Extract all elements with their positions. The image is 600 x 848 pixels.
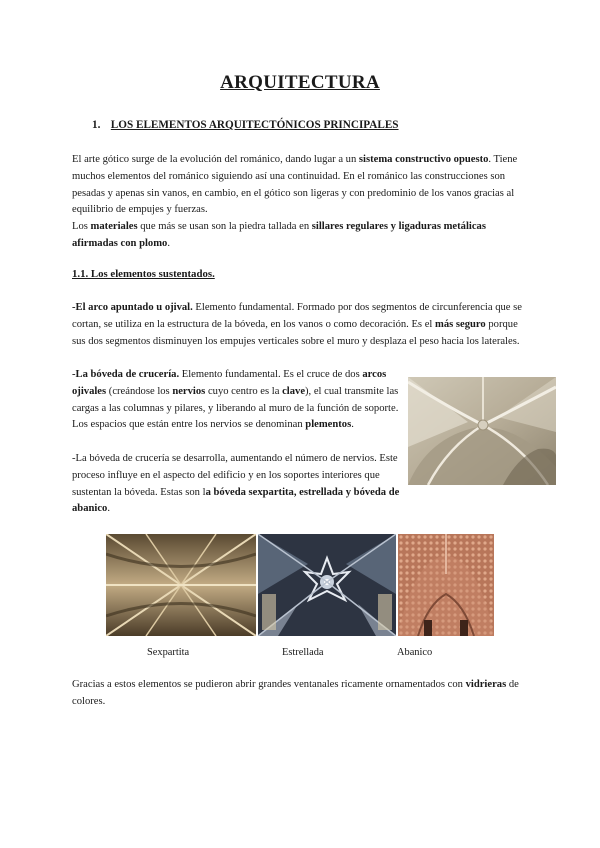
page-title: ARQUITECTURA <box>220 72 380 93</box>
sexpartita-vault-photo <box>106 534 256 636</box>
arco-text-1: Elemento fundamental. Formado por dos segmentos de circunferencia que se cortan, se utiliza en la estructura de la bóveda, en los vanos o como decoración. Es el <box>72 302 522 330</box>
closing-bold-1: vidrieras <box>465 679 507 690</box>
arco-bold-1: -El arco apuntado u ojival. <box>72 302 193 313</box>
boveda-bold-4: clave <box>282 385 306 397</box>
intro-text-1: El arte gótico surge de la evolución del románico, dando lugar a un <box>72 154 359 165</box>
arco-bold-2: más seguro <box>435 318 486 330</box>
subsection-heading: 1.1. Los elementos sustentados. <box>72 268 215 280</box>
materials-bold-1: materiales <box>90 221 138 232</box>
materials-text-1: Los <box>72 221 91 232</box>
materials-text-2: que más se usan son la piedra tallada en <box>137 221 312 232</box>
section-number: 1. <box>92 119 101 131</box>
boveda-bold-3: nervios <box>172 385 206 397</box>
desarrollo-text-1: -La bóveda de crucería se desarrolla, aumentando el número de nervios. Este proceso influye en el aspecto del edificio y en los soportes interiores que sustentan la bóveda. Estas son l <box>72 453 398 498</box>
section-heading-1 <box>92 119 399 131</box>
caption-estrellada: Estrellada <box>282 647 324 658</box>
closing-text-2: de colores. <box>72 679 519 707</box>
arco-paragraph <box>72 300 530 350</box>
boveda-text-1: Elemento fundamental. Es el cruce de dos <box>179 369 363 380</box>
intro-bold-1: sistema constructivo opuesto <box>358 154 489 165</box>
closing-paragraph <box>72 677 530 711</box>
boveda-text-3: cuyo centro es la <box>205 385 283 397</box>
abanico-vault-photo <box>398 534 494 636</box>
caption-abanico: Abanico <box>397 647 433 658</box>
materials-bold-2: sillares regulares y ligaduras metálicas afirmadas con plomo <box>72 221 486 249</box>
boveda-text-4: ), el cual transmite las cargas a las columnas y pilares, y liberando al muro de la función de soporte. Los espacios que están entre los nervios se denominan <box>72 385 399 431</box>
boveda-text-2: (creándose los <box>106 385 173 397</box>
materials-paragraph <box>72 219 530 253</box>
section-title: LOS ELEMENTOS ARQUITECTÓNICOS PRINCIPALES <box>110 119 399 131</box>
desarrollo-text-2: . <box>107 503 110 515</box>
arco-text-2: porque sus dos segmentos disminuyen los empujes verticales sobre el muro y desplaza el peso hacia los laterales. <box>72 318 520 347</box>
materials-text-3: . <box>167 237 170 249</box>
boveda-text-5: . <box>351 419 354 431</box>
estrellada-vault-photo <box>258 534 396 636</box>
closing-text-1: Gracias a estos elementos se pudieron abrir grandes ventanales ricamente ornamentados con <box>72 679 466 690</box>
boveda-bold-2: arcos ojivales <box>72 369 387 397</box>
intro-text-2: . Tiene muchos elementos del románico siguiendo así una continuidad. En el románico las construcciones son pesadas y apenas sin vanos, en cambio, en el gótico son ligeras y con predominio de los vanos gracias al equilibrio de empujes y fuerzas. <box>72 154 518 216</box>
intro-paragraph <box>72 152 530 219</box>
boveda-paragraph <box>72 367 402 434</box>
caption-sexpartita: Sexpartita <box>147 647 190 658</box>
ribbed-vault-photo <box>408 377 556 485</box>
boveda-bold-5: plementos <box>305 419 352 431</box>
desarrollo-paragraph <box>72 451 402 518</box>
boveda-bold-1: -La bóveda de crucería. <box>72 369 180 380</box>
desarrollo-bold-1: a bóveda sexpartita, estrellada y bóveda de abanico <box>72 486 400 515</box>
